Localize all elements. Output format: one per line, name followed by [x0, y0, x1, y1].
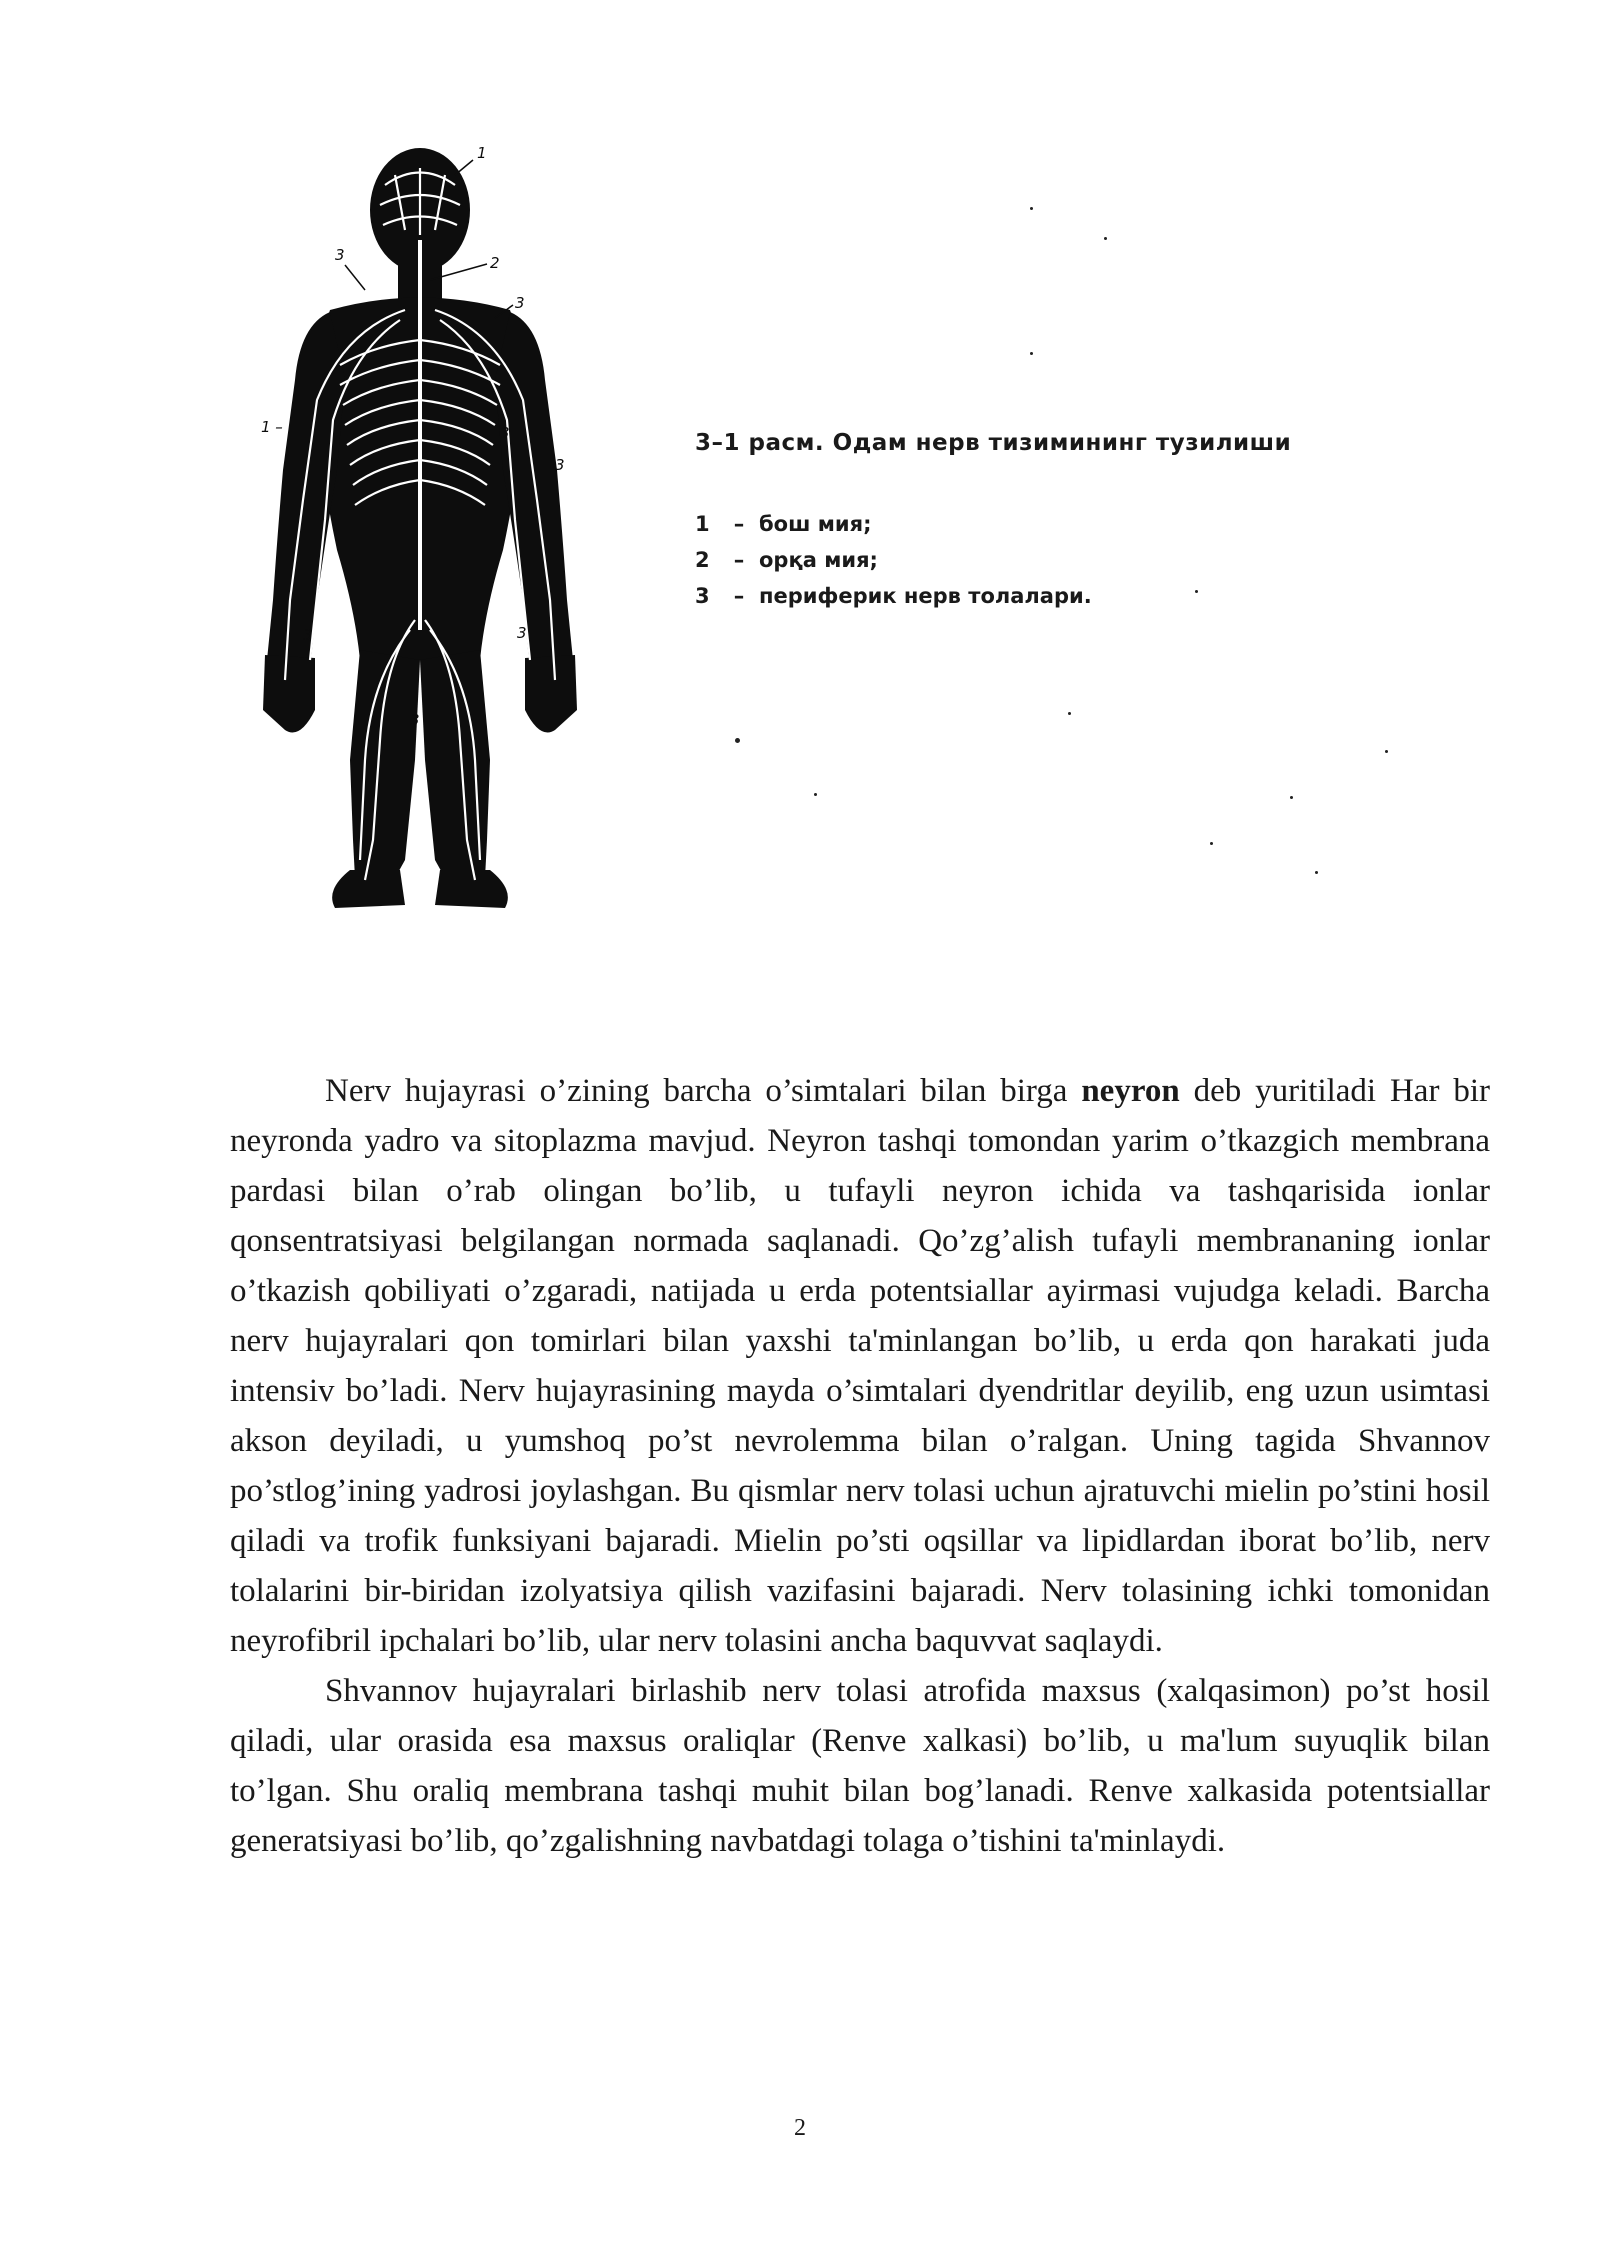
figure-caption-title: 3–1 расм. Одам нерв тизимининг тузилиши — [695, 430, 1292, 456]
svg-text:3: 3 — [555, 456, 565, 474]
scan-speck — [735, 738, 740, 743]
svg-text:3: 3 — [335, 246, 345, 264]
svg-text:3: 3 — [500, 424, 510, 442]
paragraph-1-start: Nerv hujayrasi o’zining barcha o’simtalari bilan birga — [325, 1073, 1082, 1109]
body-text — [230, 1066, 1490, 1866]
legend-item-label: периферик нерв толалари. — [759, 584, 1092, 608]
paragraph-shvannov: Shvannov hujayralari birlashib nerv tolasi atrofida maxsus (xalqasimon) po’st hosil qiladi, ular orasida esa maxsus oraliqlar (Renve xalkasi) bo’lib, u ma'lum suyuqlik bilan to’lgan. Shu oraliq membrana tashqi muhit bilan bog’lanadi. Renve xalkasida potentsiallar generatsiyasi bo’lib, qo’zgalishning navbatdagi tolaga o’tishini ta'minlaydi. — [230, 1673, 1490, 1859]
legend-item-number: 2 — [695, 548, 710, 572]
svg-text:1: 1 — [477, 144, 487, 162]
scan-speck — [1290, 796, 1293, 799]
paragraph-neyron — [230, 1066, 1490, 1666]
paragraph-1-rest: deb yuritiladi Har bir neyronda yadro va sitoplazma mavjud. Neyron tashqi tomondan yarim o’tkazgich membrana pardasi bilan o’rab olingan bo’lib, u tufayli neyron ichida va tashqarisida ionlar qonsentratsiyasi belgilangan normada saqlanadi. Qo’zg’alish tufayli membrananing ionlar o’tkazish qobiliyati o’zgaradi, natijada u erda potentsiallar ayirmasi vujudga keladi. Barcha nerv hujayralari qon tomirlari bilan yaxshi ta'minlangan bo’lib, u erda qon harakati juda intensiv bo’ladi. Nerv hujayrasining mayda o’simtalari dyendritlar deyilib, eng uzun usimtasi akson deyiladi, u yumshoq po’st nevrolemma bilan o’ralgan. Uning tagida Shvannov po’stlog’ining yadrosi joylashgan. Bu qismlar nerv tolasi uchun ajratuvchi mielin po’stini hosil qiladi va trofik funksiyani bajaradi. Mielin po’sti oqsillar va lipidlardan iborat bo’lib, nerv tolalarini bir-biridan izolyatsiya qilish vazifasini bajaradi. Nerv tolasining ichki tomonidan neyrofibril ipchalari bo’lib, ular nerv tolasini ancha baquvvat saqlaydi. — [230, 1073, 1490, 1659]
legend-item-1 — [695, 506, 1455, 542]
scan-speck — [1030, 352, 1033, 355]
legend-dash: – — [733, 512, 745, 536]
legend-item-3 — [695, 578, 1455, 614]
scan-speck — [1315, 871, 1318, 874]
legend-item-number: 1 — [695, 512, 710, 536]
svg-text:1 –: 1 – — [261, 418, 283, 436]
svg-text:2: 2 — [490, 254, 500, 272]
scan-speck — [1210, 842, 1213, 845]
legend-item-label: орқа мия; — [759, 548, 878, 572]
human-nervous-system-illustration-icon — [255, 140, 585, 910]
scan-speck — [1104, 237, 1107, 240]
svg-text:3: 3 — [517, 624, 527, 642]
scan-speck — [1030, 207, 1033, 210]
scan-speck — [814, 793, 817, 796]
scan-speck — [1195, 590, 1198, 593]
page-number: 2 — [794, 2115, 806, 2141]
legend-item-2 — [695, 542, 1455, 578]
svg-text:3: 3 — [515, 294, 525, 312]
scan-speck — [1068, 712, 1071, 715]
svg-text:3: 3 — [303, 626, 313, 644]
scan-speck — [1385, 750, 1388, 753]
svg-text:3: 3 — [410, 711, 420, 729]
legend-dash: – — [733, 584, 745, 608]
nervous-system-figure — [255, 140, 585, 910]
legend-item-label: бош мия; — [759, 512, 872, 536]
term-neyron: neyron — [1081, 1073, 1180, 1109]
figure-caption — [695, 430, 1455, 614]
legend-item-number: 3 — [695, 584, 710, 608]
legend-dash: – — [733, 548, 745, 572]
